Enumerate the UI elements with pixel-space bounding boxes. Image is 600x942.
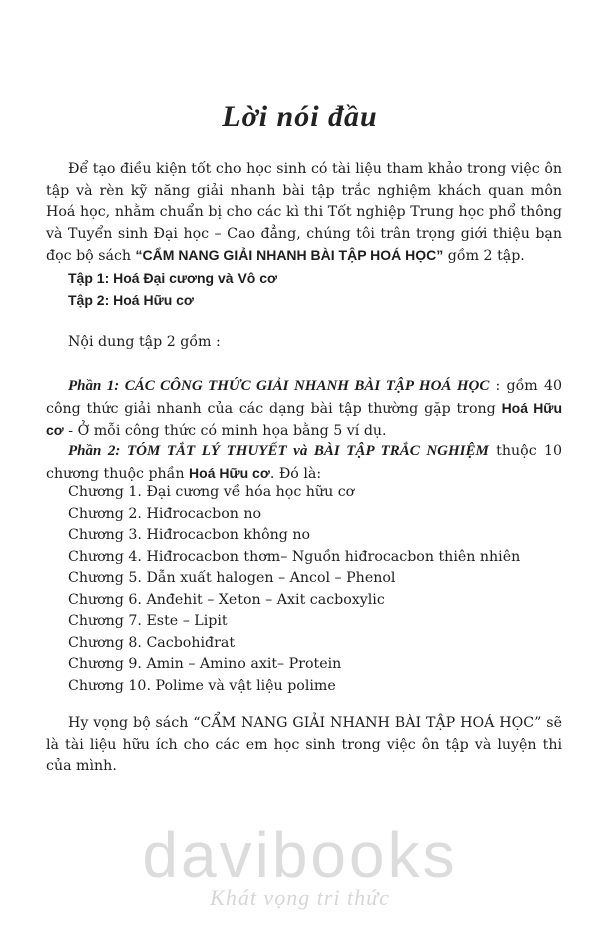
part-2-text-a: thuộc 10 chương thuộc phần [46,443,563,482]
part-2-name: TÓM TẮT LÝ THUYẾT và BÀI TẬP TRẮC NGHIỆM [120,443,489,459]
part-2-bold: Hoá Hữu cơ [189,464,270,481]
intro-paragraph [46,159,562,268]
content-intro: Nội dung tập 2 gồm : [68,334,221,350]
part-1-name: CÁC CÔNG THỨC GIẢI NHANH BÀI TẬP HOÁ HỌC [119,378,490,394]
part-2-paragraph [46,441,562,485]
part-1-label: Phần 1: [68,378,120,394]
intro-end: gồm 2 tập. [443,248,525,264]
part-1-text-a: : gồm 40 công thức giải nhanh của các dạng bài tập thường gặp trong [46,378,563,417]
series-name: “CẨM NANG GIẢI NHANH BÀI TẬP HOÁ HỌC” [135,247,444,263]
chapter-item: Chương 9. Amin – Amino axit– Protein [68,656,342,672]
watermark-logo: davibooks [142,819,458,891]
part-2-text-b: . Đó là: [269,465,322,482]
chapter-item: Chương 5. Dẫn xuất halogen – Ancol – Phenol [68,570,396,586]
chapter-item: Chương 10. Polime và vật liệu polime [68,677,336,694]
chapter-item: Chương 1. Đại cương về hóa học hữu cơ [68,484,355,500]
intro-text: Để tạo điều kiện tốt cho học sinh có tài liệu tham khảo trong việc ôn tập và rèn kỹ năng giải nhanh bài tập trắc nghiệm khách quan môn Hoá học, nhằm chuẩn bị cho các kì thi Tốt nghiệp Trung học phổ thông và Tuyển sinh Đại học – Cao đẳng, chúng tôi trân trọng giới thiệu bạn đọc bộ sách [46,161,562,264]
volume-1: Tập 1: Hoá Đại cương và Vô cơ [68,270,277,286]
closing-paragraph: Hy vọng bộ sách “CẨM NANG GIẢI NHANH BÀI TẬP HOÁ HỌC” sẽ là tài liệu hữu ích cho các em học sinh trong việc ôn tập và luyện thi của mình. [46,715,562,774]
watermark-tagline: Khát vọng tri thức [210,885,390,910]
chapter-item: Chương 4. Hiđrocacbon thơm– Nguồn hiđrocacbon thiên nhiên [68,548,521,565]
part-1-paragraph [46,376,562,443]
chapter-item: Chương 3. Hiđrocacbon không no [68,527,311,543]
chapter-item: Chương 2. Hiđrocacbon no [68,505,262,522]
part-1-text-b: - Ở mỗi công thức có minh họa bằng 5 ví dụ. [63,423,387,439]
part-2-label: Phần 2: [68,443,121,459]
part-1-bold: Hoá Hữu cơ [46,399,563,438]
chapter-item: Chương 8. Cacbohiđrat [68,634,236,651]
chapter-list [68,482,520,697]
chapter-item: Chương 6. Anđehit – Xeton – Axit cacboxylic [68,591,385,608]
chapter-item: Chương 7. Este – Lipit [68,613,228,629]
page-title: Lời nói đầu [222,100,378,133]
volume-2: Tập 2: Hoá Hữu cơ [68,292,194,308]
